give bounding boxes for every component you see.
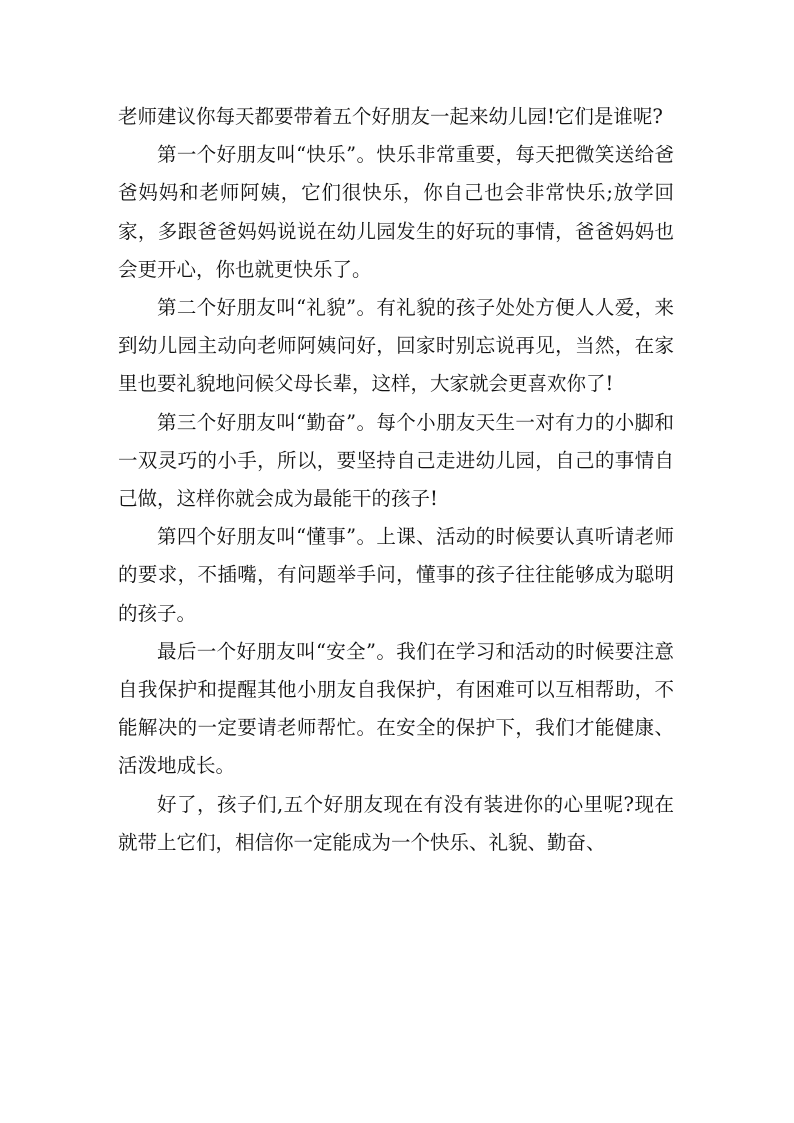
paragraph-happiness: 第一个好朋友叫“快乐”。快乐非常重要，每天把微笑送给爸爸妈妈和老师阿姨，它们很快乐，你自己也会非常快乐;放学回家，多跟爸爸妈妈说说在幼儿园发生的好玩的事情，爸爸妈妈也会更开心，你也就更快乐了。: [118, 143, 674, 281]
paragraph-politeness: 第二个好朋友叫“礼貌”。有礼貌的孩子处处方便人人爱，来到幼儿园主动向老师阿姨问好，回家时别忘说再见，当然，在家里也要礼貌地问候父母长辈，这样，大家就会更喜欢你了!: [118, 296, 674, 396]
paragraph-conclusion: 好了，孩子们,五个好朋友现在有没有装进你的心里呢?现在就带上它们，相信你一定能成为一个快乐、礼貌、勤奋、: [118, 792, 674, 854]
paragraph-safety: 最后一个好朋友叫“安全”。我们在学习和活动的时候要注意自我保护和提醒其他小朋友自我保护，有困难可以互相帮助，不能解决的一定要请老师帮忙。在安全的保护下，我们才能健康、活泼地成长。: [118, 639, 674, 778]
paragraph-sensible: 第四个好朋友叫“懂事”。上课、活动的时候要认真听请老师的要求，不插嘴，有问题举手问，懂事的孩子往往能够成为聪明的孩子。: [118, 525, 674, 625]
paragraph-diligence: 第三个好朋友叫“勤奋”。每个小朋友天生一对有力的小脚和一双灵巧的小手，所以，要坚持自己走进幼儿园，自己的事情自己做，这样你就会成为最能干的孩子!: [118, 410, 674, 511]
paragraph-intro: 老师建议你每天都要带着五个好朋友一起来幼儿园!它们是谁呢?: [118, 105, 663, 128]
document-body: [118, 98, 674, 862]
